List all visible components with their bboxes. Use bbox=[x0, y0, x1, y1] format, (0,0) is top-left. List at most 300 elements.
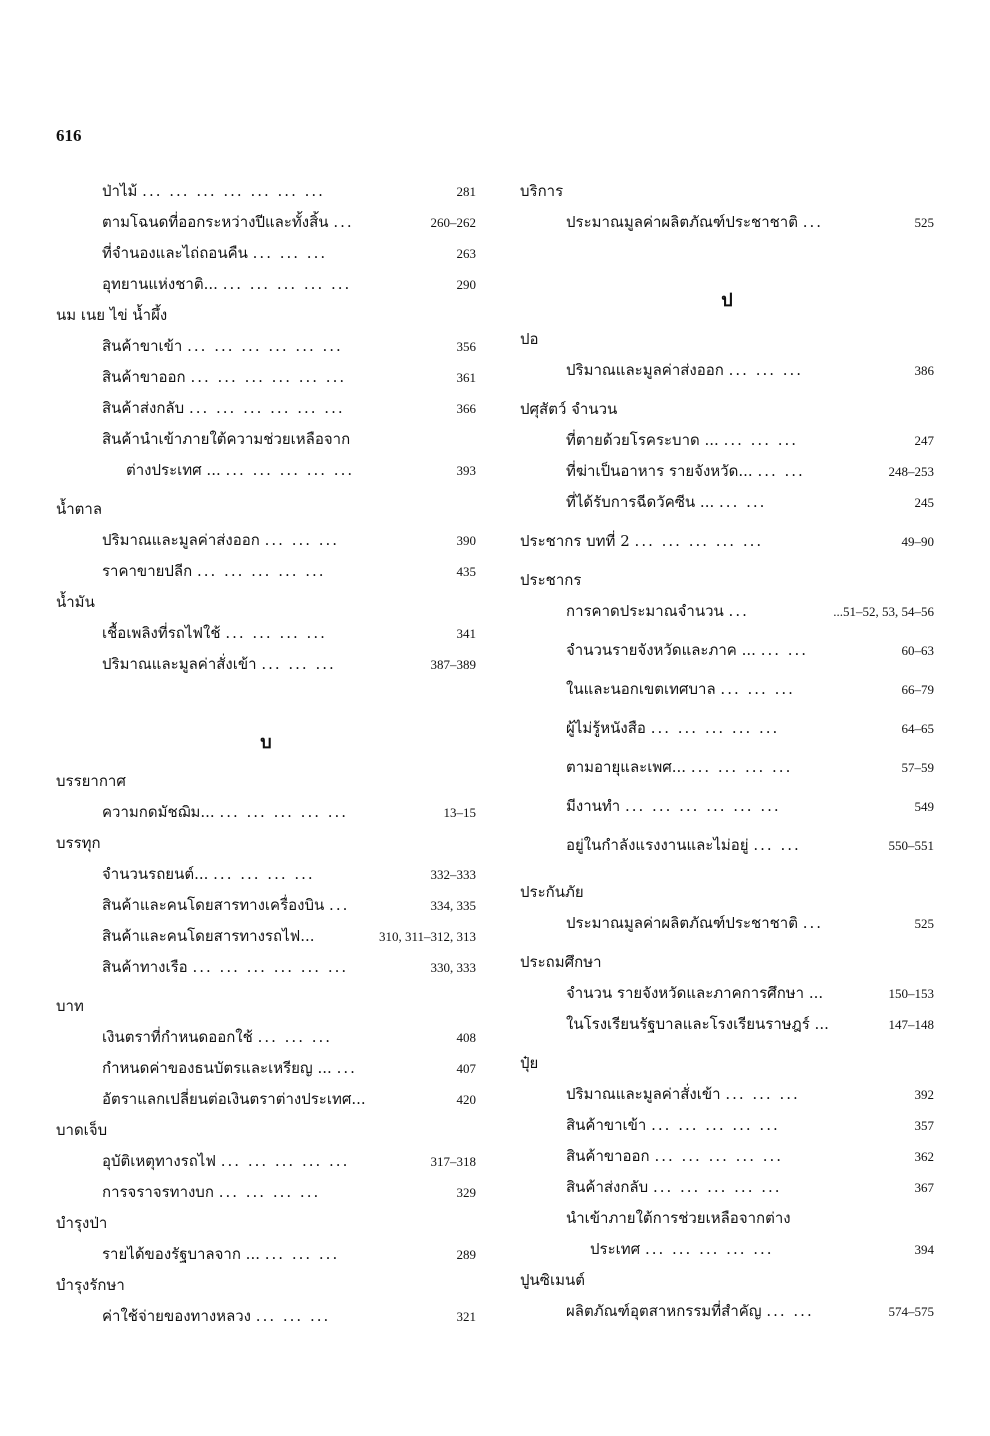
entry-text bbox=[102, 797, 348, 828]
entry-text bbox=[56, 494, 102, 525]
page-reference: 247 bbox=[914, 433, 934, 448]
index-column-right bbox=[520, 176, 934, 1327]
entry-text bbox=[566, 487, 766, 518]
entry-text bbox=[566, 1203, 791, 1234]
entry-text bbox=[566, 456, 805, 487]
index-entry bbox=[520, 425, 934, 456]
page-reference: 408 bbox=[456, 1030, 476, 1045]
entry-text bbox=[566, 1172, 782, 1203]
entry-label: ความกดมัชฌิม... bbox=[102, 803, 215, 821]
leader-dots: ... ... ... bbox=[261, 655, 336, 673]
entry-text bbox=[566, 1079, 800, 1110]
entry-text bbox=[56, 587, 95, 618]
page-reference: 390 bbox=[456, 533, 476, 548]
index-entry bbox=[520, 1079, 934, 1110]
index-heading bbox=[56, 494, 476, 525]
entry-label: สินค้าส่งกลับ bbox=[102, 399, 185, 417]
index-entry bbox=[520, 1172, 934, 1203]
leader-dots: ... ... bbox=[719, 493, 767, 511]
entry-text bbox=[566, 635, 808, 666]
leader-dots: ... bbox=[329, 896, 350, 914]
spacer bbox=[520, 744, 934, 752]
leader-dots: ... ... bbox=[753, 836, 801, 854]
index-entry bbox=[520, 207, 934, 238]
page-reference: 147–148 bbox=[888, 1017, 934, 1032]
entry-label: สินค้าส่งกลับ bbox=[566, 1178, 649, 1196]
entry-text bbox=[56, 1270, 125, 1301]
page-reference: 13–15 bbox=[443, 805, 476, 820]
entry-label: ป่าไม้ bbox=[102, 182, 138, 200]
index-entry bbox=[56, 207, 476, 238]
leader-dots: ... ... ... bbox=[264, 531, 340, 549]
leader-dots: ... ... ... ... ... bbox=[220, 1152, 350, 1170]
entry-label: เชื้อเพลิงที่รถไฟใช้ bbox=[102, 624, 221, 642]
index-entry bbox=[56, 1053, 476, 1084]
index-entry bbox=[56, 890, 476, 921]
spacer bbox=[520, 666, 934, 674]
page-reference: 386 bbox=[914, 363, 934, 378]
page-reference: 281 bbox=[456, 184, 476, 199]
index-entry bbox=[56, 176, 476, 207]
entry-text bbox=[102, 1146, 349, 1177]
entry-label: ปริมาณและมูลค่าสั่งเข้า bbox=[566, 1085, 721, 1103]
entry-label: สินค้าทางเรือ bbox=[102, 958, 188, 976]
entry-label: กำหนดค่าของธนบัตรและเหรียญ ... bbox=[102, 1059, 332, 1077]
index-entry bbox=[56, 1239, 476, 1270]
index-entry bbox=[56, 424, 476, 455]
entry-label: สินค้าและคนโดยสารทางเครื่องบิน bbox=[102, 896, 325, 914]
page-reference: ...51–52, 53, 54–56 bbox=[833, 604, 934, 619]
entry-text bbox=[520, 526, 763, 557]
leader-dots: ... ... ... ... bbox=[690, 758, 793, 776]
entry-label: นำเข้าภายใต้การช่วยเหลือจากต่าง bbox=[566, 1209, 791, 1227]
entry-label: ประมาณมูลค่าผลิตภัณฑ์ประชาชาติ bbox=[566, 914, 798, 932]
entry-text bbox=[102, 649, 336, 680]
leader-dots: ... ... ... ... ... bbox=[222, 275, 352, 293]
index-entry bbox=[56, 362, 476, 393]
entry-label: น้ำมัน bbox=[56, 593, 95, 611]
page-reference: 550–551 bbox=[888, 838, 934, 853]
spacer bbox=[520, 783, 934, 791]
index-heading bbox=[520, 877, 934, 908]
entry-label: ปุ๋ย bbox=[520, 1054, 539, 1072]
entry-text bbox=[566, 1296, 814, 1327]
page-reference: 367 bbox=[914, 1180, 934, 1195]
index-heading bbox=[56, 1208, 476, 1239]
entry-label: ในโรงเรียนรัฐบาลและโรงเรียนราษฎร์ ... bbox=[566, 1015, 829, 1033]
entry-label: ผู้ไม่รู้หนังสือ bbox=[566, 719, 646, 737]
entry-text bbox=[102, 952, 348, 983]
index-heading bbox=[520, 1048, 934, 1079]
entry-label: ต่างประเทศ ... bbox=[126, 461, 221, 479]
index-entry bbox=[56, 1022, 476, 1053]
entry-label: ที่ตายด้วยโรคระบาด ... bbox=[566, 431, 719, 449]
leader-dots: ... ... ... ... ... bbox=[644, 1240, 774, 1258]
spacer bbox=[520, 861, 934, 877]
page-reference: 321 bbox=[456, 1309, 476, 1324]
entry-text bbox=[520, 1265, 585, 1296]
index-entry bbox=[520, 1234, 934, 1265]
leader-dots: ... ... ... ... ... bbox=[634, 532, 764, 550]
page-reference: 150–153 bbox=[888, 986, 934, 1001]
leader-dots: ... ... ... bbox=[257, 1028, 333, 1046]
entry-label: บริการ bbox=[520, 182, 564, 200]
index-entry bbox=[520, 1203, 934, 1234]
index-heading bbox=[520, 176, 934, 207]
page-reference: 332–333 bbox=[430, 867, 476, 882]
entry-label: มีงานทำ bbox=[566, 797, 621, 815]
index-heading bbox=[56, 766, 476, 797]
index-entry bbox=[56, 525, 476, 556]
index-entry bbox=[520, 1110, 934, 1141]
entry-label: ปอ bbox=[520, 330, 539, 348]
entry-text bbox=[102, 238, 327, 269]
entry-label: รายได้ของรัฐบาลจาก ... bbox=[102, 1245, 260, 1263]
leader-dots: ... ... bbox=[760, 641, 809, 659]
index-heading bbox=[520, 947, 934, 978]
leader-dots: ... ... ... bbox=[723, 431, 799, 449]
spacer bbox=[520, 705, 934, 713]
index-heading bbox=[56, 300, 476, 331]
page-reference: 290 bbox=[456, 277, 476, 292]
entry-label: นม เนย ไข่ น้ำผึ้ง bbox=[56, 306, 168, 324]
entry-label: อุทยานแห่งชาติ... bbox=[102, 275, 218, 293]
leader-dots: ... ... ... ... ... bbox=[654, 1147, 784, 1165]
entry-text bbox=[102, 331, 343, 362]
entry-text bbox=[102, 859, 315, 890]
leader-dots: ... ... ... ... ... ... bbox=[192, 958, 349, 976]
entry-text bbox=[566, 713, 779, 744]
index-heading bbox=[56, 587, 476, 618]
spacer bbox=[56, 486, 476, 494]
entry-text bbox=[102, 269, 351, 300]
entry-label: สินค้าขาเข้า bbox=[102, 337, 183, 355]
index-entry bbox=[520, 752, 934, 783]
page-reference: 525 bbox=[914, 916, 934, 931]
leader-dots: ... ... ... ... ... bbox=[650, 719, 780, 737]
leader-dots: ... ... ... ... bbox=[225, 624, 327, 642]
entry-label: ปูนซิเมนต์ bbox=[520, 1271, 585, 1289]
index-entry bbox=[520, 1009, 934, 1040]
page-reference: 60–63 bbox=[901, 643, 934, 658]
entry-text bbox=[102, 1301, 330, 1332]
entry-text bbox=[102, 393, 345, 424]
leader-dots: ... ... ... ... bbox=[218, 1183, 321, 1201]
entry-text bbox=[102, 207, 354, 238]
entry-text bbox=[520, 394, 617, 425]
index-heading bbox=[520, 324, 934, 355]
entry-label: สินค้านำเข้าภายใต้ความช่วยเหลือจาก bbox=[102, 430, 351, 448]
entry-text bbox=[102, 1084, 366, 1115]
page-reference: 435 bbox=[456, 564, 476, 579]
index-entry bbox=[56, 331, 476, 362]
entry-label: ปริมาณและมูลค่าสั่งเข้า bbox=[102, 655, 257, 673]
entry-label: ตามอายุและเพศ... bbox=[566, 758, 687, 776]
entry-text bbox=[520, 1048, 538, 1079]
entry-label: ในและนอกเขตเทศบาล bbox=[566, 680, 716, 698]
index-column-left bbox=[56, 176, 476, 1332]
index-entry bbox=[520, 978, 934, 1009]
spacer bbox=[56, 680, 476, 720]
leader-dots: ... ... ... bbox=[728, 361, 804, 379]
entry-text bbox=[566, 355, 803, 386]
index-entry bbox=[520, 596, 934, 627]
entry-label: ประเทศ bbox=[590, 1240, 641, 1258]
index-entry bbox=[520, 1141, 934, 1172]
index-entry bbox=[520, 713, 934, 744]
leader-dots: ... ... ... bbox=[264, 1245, 340, 1263]
entry-label: ปริมาณและมูลค่าส่งออก bbox=[566, 361, 724, 379]
index-entry bbox=[56, 797, 476, 828]
index-heading bbox=[520, 1265, 934, 1296]
index-heading bbox=[56, 1270, 476, 1301]
leader-dots: ... ... ... ... ... bbox=[225, 461, 355, 479]
index-heading bbox=[56, 991, 476, 1022]
entry-text bbox=[102, 362, 346, 393]
leader-dots: ... ... ... bbox=[725, 1085, 800, 1103]
entry-label: ที่จำนองและไถ่ถอนคืน bbox=[102, 244, 248, 262]
entry-text bbox=[102, 556, 326, 587]
page-reference: 66–79 bbox=[901, 682, 934, 697]
index-entry bbox=[56, 1146, 476, 1177]
entry-text bbox=[566, 425, 798, 456]
entry-label: บรรยากาศ bbox=[56, 772, 126, 790]
page-reference: 245 bbox=[914, 495, 934, 510]
entry-text bbox=[126, 455, 354, 486]
entry-text bbox=[566, 207, 823, 238]
index-entry bbox=[56, 393, 476, 424]
page-reference: 357 bbox=[914, 1118, 934, 1133]
entry-text bbox=[520, 565, 581, 596]
spacer bbox=[56, 983, 476, 991]
entry-text bbox=[102, 1022, 332, 1053]
entry-text bbox=[520, 176, 563, 207]
entry-label: สินค้าขาเข้า bbox=[566, 1116, 647, 1134]
spacer bbox=[520, 386, 934, 394]
index-heading bbox=[520, 565, 934, 596]
entry-text bbox=[566, 752, 792, 783]
index-entry bbox=[520, 456, 934, 487]
leader-dots: ... ... ... ... ... ... ... bbox=[142, 182, 325, 200]
page-reference: 387–389 bbox=[430, 657, 476, 672]
index-entry bbox=[56, 556, 476, 587]
entry-label: ที่ได้รับการฉีดวัคซีน ... bbox=[566, 493, 715, 511]
leader-dots: ... bbox=[333, 213, 354, 231]
leader-dots: ... ... ... bbox=[720, 680, 795, 698]
section-letter-heading: ป bbox=[721, 290, 733, 311]
leader-dots: ... ... ... ... ... ... bbox=[190, 368, 347, 386]
page-reference: 248–253 bbox=[888, 464, 934, 479]
index-entry bbox=[520, 487, 934, 518]
page-number: 616 bbox=[56, 126, 82, 145]
entry-text bbox=[566, 791, 781, 822]
index-entry bbox=[56, 921, 476, 952]
leader-dots: ... ... ... ... bbox=[213, 865, 315, 883]
entry-text bbox=[520, 877, 584, 908]
index-heading bbox=[56, 1115, 476, 1146]
index-entry bbox=[56, 859, 476, 890]
entry-label: สินค้าและคนโดยสารทางรถไฟ... bbox=[102, 927, 315, 945]
page-reference: 394 bbox=[914, 1242, 934, 1257]
entry-label: ผลิตภัณฑ์อุตสาหกรรมที่สำคัญ bbox=[566, 1302, 762, 1320]
index-entry bbox=[56, 1084, 476, 1115]
entry-text bbox=[56, 300, 167, 331]
entry-label: การจราจรทางบก bbox=[102, 1183, 214, 1201]
page-reference: 574–575 bbox=[888, 1304, 934, 1319]
entry-label: ประมาณมูลค่าผลิตภัณฑ์ประชาชาติ bbox=[566, 213, 798, 231]
entry-text bbox=[566, 674, 795, 705]
entry-text bbox=[566, 596, 749, 627]
entry-label: เงินตราที่กำหนดออกใช้ bbox=[102, 1028, 253, 1046]
entry-text bbox=[102, 1239, 339, 1270]
spacer bbox=[520, 627, 934, 635]
entry-label: สินค้าขาออก bbox=[102, 368, 186, 386]
entry-text bbox=[56, 1208, 107, 1239]
index-heading bbox=[520, 394, 934, 425]
index-entry bbox=[56, 238, 476, 269]
index-entry bbox=[56, 455, 476, 486]
leader-dots: ... bbox=[728, 602, 749, 620]
entry-label: น้ำตาล bbox=[56, 500, 103, 518]
entry-text bbox=[102, 890, 349, 921]
leader-dots: ... ... ... ... ... bbox=[219, 803, 349, 821]
entry-label: การคาดประมาณจำนวน bbox=[566, 602, 724, 620]
page-reference: 64–65 bbox=[901, 721, 934, 736]
index-entry bbox=[56, 618, 476, 649]
entry-text bbox=[102, 424, 350, 455]
page-reference: 310, 311–312, 313 bbox=[378, 929, 476, 944]
entry-text bbox=[56, 1115, 107, 1146]
entry-label: บำรุงรักษา bbox=[56, 1276, 125, 1294]
page-reference: 341 bbox=[456, 626, 476, 641]
page-reference: 49–90 bbox=[901, 534, 934, 549]
index-entry bbox=[520, 1296, 934, 1327]
index-entry bbox=[520, 635, 934, 666]
index-entry bbox=[520, 908, 934, 939]
entry-label: ปริมาณและมูลค่าส่งออก bbox=[102, 531, 260, 549]
entry-label: บรรทุก bbox=[56, 834, 101, 852]
entry-label: ค่าใช้จ่ายของทางหลวง bbox=[102, 1307, 252, 1325]
entry-text bbox=[520, 947, 602, 978]
entry-text bbox=[102, 618, 327, 649]
page-reference: 329 bbox=[456, 1185, 476, 1200]
entry-label: จำนวนรถยนต์... bbox=[102, 865, 209, 883]
page-reference: 366 bbox=[456, 401, 476, 416]
entry-text bbox=[566, 1009, 829, 1040]
entry-label: ประชากร บทที่ 2 bbox=[520, 532, 630, 550]
entry-text bbox=[102, 1177, 320, 1208]
spacer bbox=[520, 939, 934, 947]
spacer bbox=[520, 557, 934, 565]
index-entry bbox=[56, 269, 476, 300]
page-reference: 525 bbox=[914, 215, 934, 230]
entry-label: ราคาขายปลีก bbox=[102, 562, 193, 580]
index-heading bbox=[56, 828, 476, 859]
page-reference: 393 bbox=[456, 463, 476, 478]
page-reference: 392 bbox=[914, 1087, 934, 1102]
entry-text bbox=[56, 991, 84, 1022]
entry-label: ประกันภัย bbox=[520, 883, 584, 901]
page-reference: 317–318 bbox=[430, 1154, 476, 1169]
entry-label: บาดเจ็บ bbox=[56, 1121, 108, 1139]
leader-dots: ... ... ... ... ... ... bbox=[187, 337, 343, 355]
spacer bbox=[520, 822, 934, 830]
entry-label: บาท bbox=[56, 997, 84, 1015]
entry-text bbox=[56, 766, 126, 797]
page-reference: 407 bbox=[456, 1061, 476, 1076]
entry-text bbox=[566, 1141, 783, 1172]
entry-text bbox=[566, 978, 823, 1009]
entry-text bbox=[102, 1053, 357, 1084]
leader-dots: ... bbox=[802, 213, 824, 231]
entry-label: จำนวน รายจังหวัดและภาคการศึกษา ... bbox=[566, 984, 824, 1002]
page-reference: 420 bbox=[456, 1092, 476, 1107]
index-entry bbox=[520, 830, 934, 861]
index-entry bbox=[56, 1177, 476, 1208]
leader-dots: ... ... bbox=[766, 1302, 814, 1320]
page-reference: 330, 333 bbox=[430, 960, 476, 975]
index-heading bbox=[520, 526, 934, 557]
entry-label: อัตราแลกเปลี่ยนต่อเงินตราต่างประเทศ... bbox=[102, 1090, 366, 1108]
leader-dots: ... ... ... ... ... ... bbox=[624, 797, 781, 815]
entry-label: จำนวนรายจังหวัดและภาค ... bbox=[566, 641, 756, 659]
leader-dots: ... ... ... bbox=[255, 1307, 331, 1325]
index-entry bbox=[56, 952, 476, 983]
entry-label: อุบัติเหตุทางรถไฟ bbox=[102, 1152, 216, 1170]
entry-label: ปศุสัตว์ จำนวน bbox=[520, 400, 618, 418]
entry-text bbox=[566, 830, 801, 861]
leader-dots: ... ... ... ... ... bbox=[196, 562, 326, 580]
entry-text bbox=[56, 828, 101, 859]
section-letter-heading: บ bbox=[260, 732, 272, 753]
entry-text bbox=[566, 908, 823, 939]
index-entry bbox=[520, 355, 934, 386]
index-entry bbox=[520, 674, 934, 705]
entry-label: ตามโฉนดที่ออกระหว่างปีและทั้งสิ้น bbox=[102, 213, 329, 231]
leader-dots: ... bbox=[802, 914, 824, 932]
entry-label: ประถมศึกษา bbox=[520, 953, 602, 971]
entry-label: บำรุงป่า bbox=[56, 1214, 108, 1232]
entry-text bbox=[102, 176, 325, 207]
entry-label: ประชากร bbox=[520, 571, 582, 589]
leader-dots: ... ... ... ... ... ... bbox=[188, 399, 345, 417]
page-reference: 334, 335 bbox=[430, 898, 476, 913]
index-entry bbox=[56, 649, 476, 680]
page-reference: 362 bbox=[914, 1149, 934, 1164]
page-reference: 263 bbox=[456, 246, 476, 261]
spacer bbox=[520, 238, 934, 278]
entry-label: สินค้าขาออก bbox=[566, 1147, 650, 1165]
leader-dots: ... ... ... ... ... bbox=[652, 1178, 782, 1196]
page-reference: 260–262 bbox=[430, 215, 476, 230]
spacer bbox=[520, 518, 934, 526]
entry-text bbox=[520, 324, 539, 355]
spacer bbox=[520, 1040, 934, 1048]
leader-dots: ... ... ... bbox=[252, 244, 328, 262]
page-reference: 361 bbox=[456, 370, 476, 385]
entry-text bbox=[102, 525, 339, 556]
page-reference: 356 bbox=[456, 339, 476, 354]
index-entry bbox=[520, 791, 934, 822]
page-reference: 549 bbox=[914, 799, 934, 814]
leader-dots: ... bbox=[336, 1059, 357, 1077]
leader-dots: ... ... ... ... ... bbox=[651, 1116, 780, 1134]
entry-text bbox=[590, 1234, 774, 1265]
entry-text bbox=[102, 921, 315, 952]
page-reference: 57–59 bbox=[901, 760, 934, 775]
entry-label: ที่ฆ่าเป็นอาหาร รายจังหวัด... bbox=[566, 462, 753, 480]
entry-text bbox=[566, 1110, 780, 1141]
